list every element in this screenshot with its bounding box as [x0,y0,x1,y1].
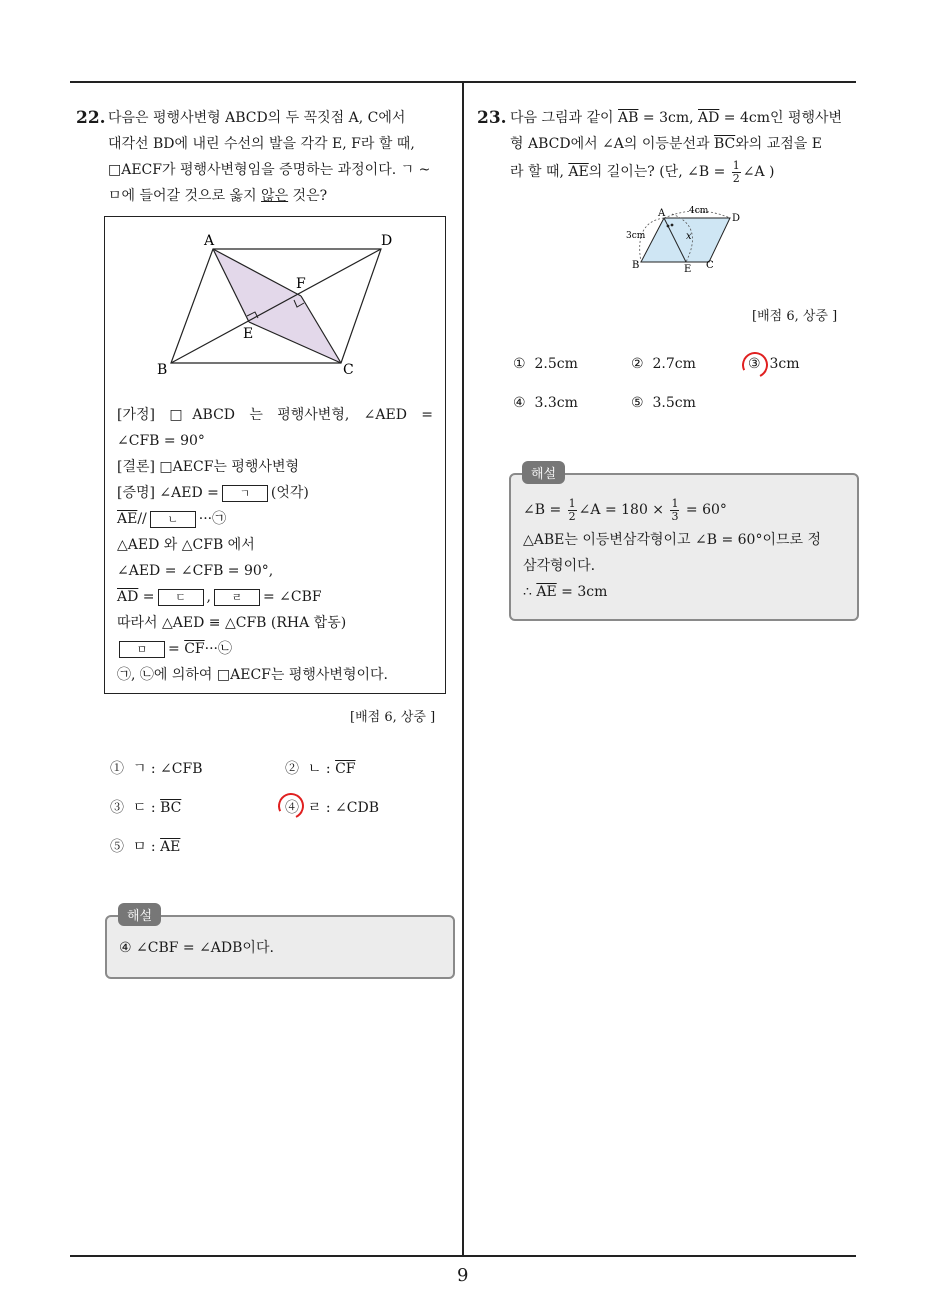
q23-solution-line-1: ∠B = $\frac{1}{2}$ ∠A = 180 × $\frac{1}{3}$ = 60° [523,496,727,523]
proof-step-5: $\overline{AD}$ = ㄷ , ㄹ = ∠CBF [117,589,322,605]
q22-line: 대각선 BD에 내린 수선의 발을 각각 E, F라 할 때, [108,136,415,152]
q23-solution-line-4: ∴ $\overline{AE} = 3cm$ [523,584,608,600]
q23-number: 23. [477,108,507,128]
q23-answer-circle [738,348,771,381]
label-e: E [243,326,254,342]
q22-choice-5[interactable]: ⑤ ㅁ : $\overline{AE}$ [110,839,181,855]
q23-solution-box [509,473,859,621]
label-f: F [296,276,306,292]
label-b: B [632,260,640,271]
label-b: B [157,362,168,378]
q23-parallelogram-figure [622,204,762,274]
fraction: $\frac{1}{2}$ [568,496,576,523]
label-x: x [686,231,692,242]
label-e: E [684,264,692,274]
q22-solution-text: ④ ∠CBF = ∠ADB이다. [119,940,274,956]
q22-parallelogram-figure [105,217,445,387]
proof-step-6: 따라서 △AED ≡ △CFB (RHA 합동) [117,615,347,631]
blank-box: ㄴ [150,511,196,528]
label-a: A [204,233,215,249]
label-c: C [706,260,714,271]
q23-solution-tag: 해설 [522,461,565,484]
label-a: A [658,208,666,219]
q22-question [108,105,458,209]
q22-line: □AECF가 평행사변형임을 증명하는 과정이다. ㄱ ~ [108,162,431,178]
q22-score: [배점 6, 상중 ] [350,710,436,725]
q23-line: 다음 그림과 같이 $\overline{AB} = 3cm$, $\overline{AD} = 4cm$인 평행사변 [510,110,843,126]
q22-solution-tag: 해설 [118,903,161,926]
q23-question [510,105,860,185]
proof-hypothesis-2: ∠CFB = 90° [117,433,205,449]
q22-line: 다음은 평행사변형 ABCD의 두 꼭짓점 A, C에서 [108,110,406,126]
q23-score: [배점 6, 상중 ] [752,309,838,324]
proof-step-7: ㅁ = $\overline{CF}\cdot\cdot\cdot㉡$ [119,639,232,659]
blank-box: ㄹ [214,589,260,606]
label-d: D [732,213,741,224]
proof-final: ㉠, ㉡에 의하여 □AECF는 평행사변형이다. [117,667,388,683]
q23-choice-4[interactable]: ④ 3.3cm [513,395,578,411]
proof-step-2: $\overline{AE}//$ ㄴ ···㉠ [117,511,227,527]
q23-solution-line-3: 삼각형이다. [523,558,596,574]
negation-underline: 않은 [261,188,289,204]
q23-line: 라 할 때, $\overline{AE}$의 길이는? (단, ∠B = $\frac{1}{2}$ ∠A ) [510,158,775,185]
q22-choice-1[interactable]: ① ㄱ : ∠CFB [110,761,203,777]
proof-step-4: ∠AED = ∠CFB = 90°, [117,563,274,579]
diagonal-bd [171,249,381,363]
q23-solution-line-2: △ABE는 이등변삼각형이고 ∠B = 60°이므로 정 [523,532,822,548]
column-divider [462,81,464,1256]
q22-choice-3[interactable]: ③ ㄷ : $\overline{BC}$ [110,800,182,816]
q23-choice-3[interactable]: ③ 3cm [748,356,800,372]
label-d: D [381,233,393,249]
fraction: $\frac{1}{2}$ [732,158,740,185]
q22-number: 22. [76,108,106,128]
page-number: 9 [457,1265,469,1286]
angle-mark [667,225,670,228]
q23-line: 형 ABCD에서 ∠A의 이등분선과 $\overline{BC}$와의 교점을 E [510,136,822,152]
proof-step-1: [증명] ∠AED = ㄱ (엇각) [117,485,309,501]
q23-choice-2[interactable]: ② 2.7cm [631,356,696,372]
q22-answer-circle [274,789,307,822]
proof-conclusion: [결론] □AECF는 평행사변형 [117,459,299,475]
label-length-ad: 4cm [689,206,709,216]
q22-proof-box [104,216,446,694]
angle-mark [671,224,674,227]
blank-box: ㄱ [222,485,268,502]
q22-choice-2[interactable]: ② ㄴ : $\overline{CF}$ [285,761,356,777]
label-length-ab: 3cm [626,231,646,241]
bottom-rule [70,1255,856,1257]
proof-step-3: △AED 와 △CFB 에서 [117,537,255,553]
q23-choice-5[interactable]: ⑤ 3.5cm [631,395,696,411]
q22-line: ㅁ에 들어갈 것으로 옳지 않은 것은? [108,188,328,204]
q23-choice-1[interactable]: ① 2.5cm [513,356,578,372]
fraction: $\frac{1}{3}$ [671,496,679,523]
q22-choice-4[interactable]: ④ ㄹ : ∠CDB [285,800,380,816]
blank-box: ㅁ [119,641,165,658]
label-c: C [343,362,354,378]
proof-hypothesis: [가정] □ABCD 는 평행사변형, ∠AED = [117,407,433,423]
blank-box: ㄷ [158,589,204,606]
